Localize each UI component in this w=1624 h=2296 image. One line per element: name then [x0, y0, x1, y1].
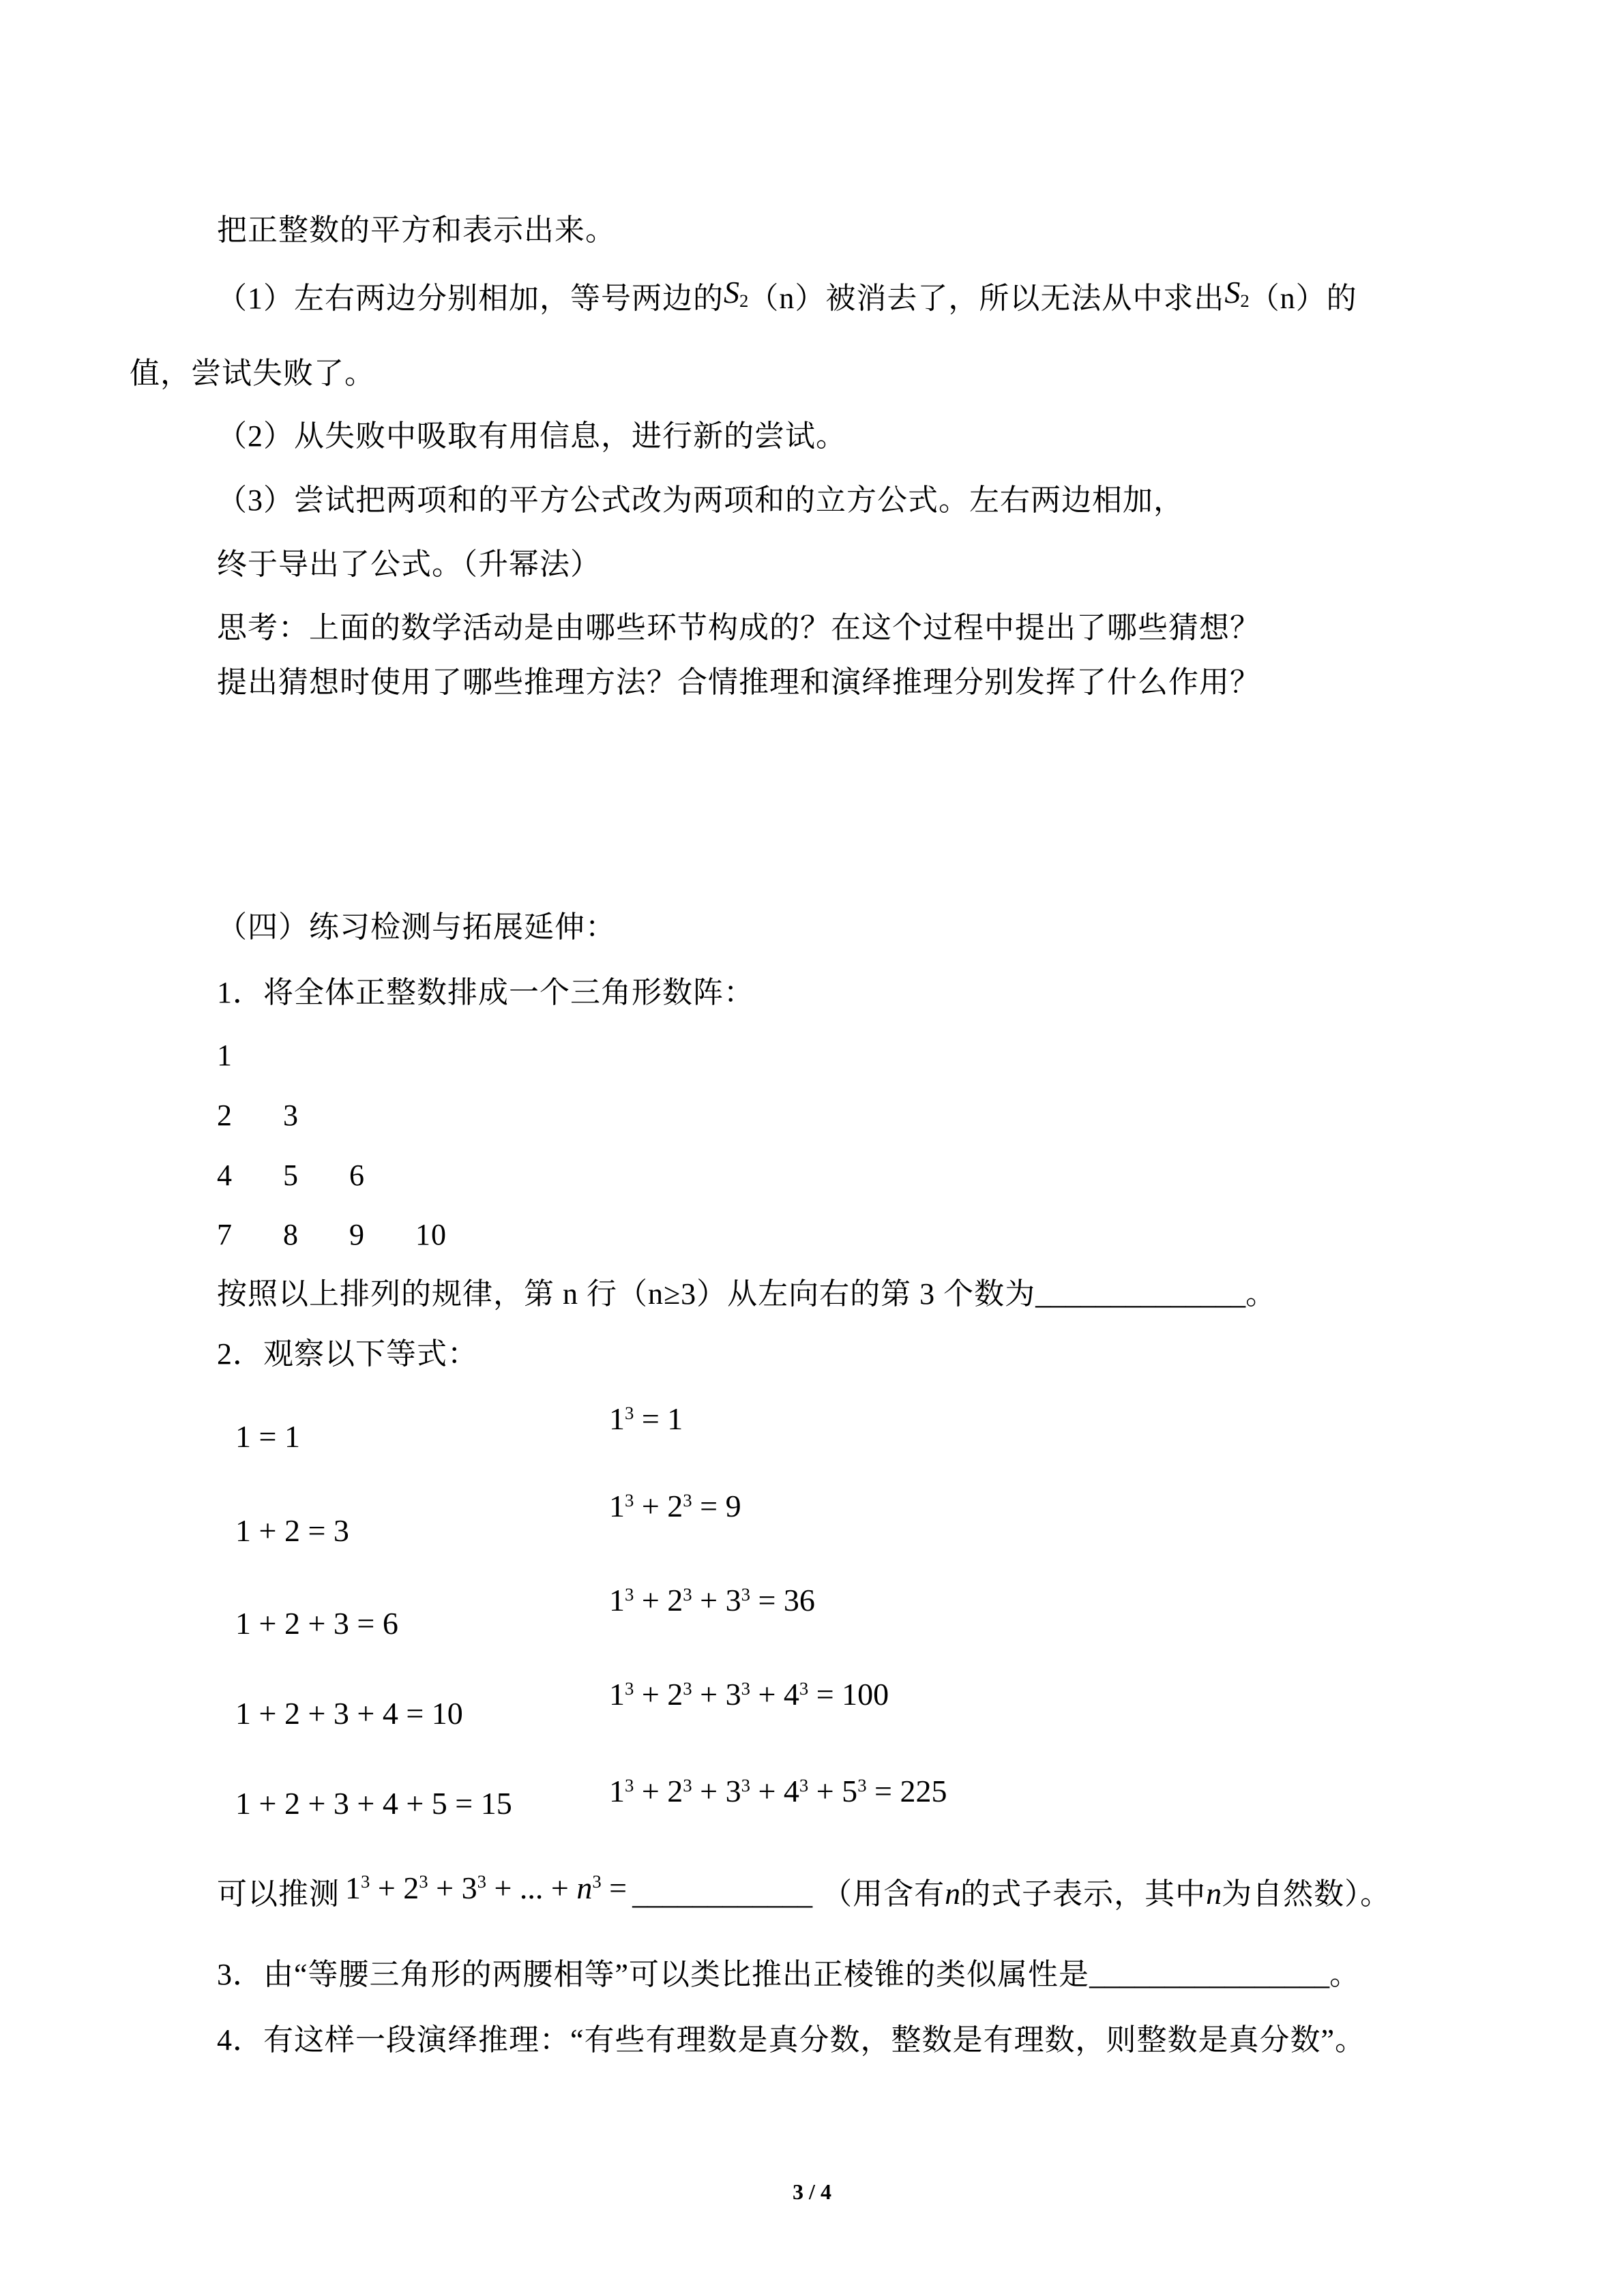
q1-stem: 1．将全体正整数排成一个三角形数阵： — [217, 976, 754, 1009]
q3-text: 3．由“等腰三角形的两腰相等”可以类比推出正棱锥的类似属性是 — [217, 1958, 1090, 1991]
step1-post: （n）的 — [1249, 282, 1357, 315]
equation-right-3: $1^3 + 2^3 + 3^3 = 36$ — [609, 1583, 815, 1617]
conjecture-math: $1^3 + 2^3 + 3^3$ + ... + $n^3$ = — [345, 1870, 628, 1905]
step3-cont-line: 终于导出了公式。（升幂法） — [217, 548, 601, 581]
think-line-1: 思考：上面的数学活动是由哪些环节构成的？在这个过程中提出了哪些猜想？ — [217, 611, 1260, 644]
equation-left-2: 1 + 2 = 3 — [235, 1513, 349, 1548]
triangle-number: 10 — [415, 1218, 447, 1251]
q1-rule-line — [217, 1275, 1276, 1313]
equation-right-4: $1^3 + 2^3 + 3^3 + 4^3 = 100$ — [609, 1677, 889, 1712]
q1-rule-end: 。 — [1245, 1277, 1277, 1311]
conjecture-tail-3: 为自然数）。 — [1222, 1877, 1391, 1911]
triangle-number: 7 — [217, 1218, 233, 1251]
q1-blank: ______________ — [1035, 1277, 1246, 1311]
triangle-number: 3 — [283, 1099, 299, 1132]
q3-line — [217, 1956, 1360, 1993]
q2-conjecture-line — [217, 1870, 1391, 1913]
section4-heading: （四）练习检测与拓展延伸： — [217, 910, 616, 944]
s2-variable-2: $S_2$ — [1224, 274, 1250, 311]
q1-rule-text: 按照以上排列的规律，第 n 行（n≥3）从左向右的第 3 个数为 — [217, 1277, 1036, 1311]
triangle-row-1 — [217, 1037, 283, 1074]
q3-end: 。 — [1329, 1958, 1361, 1991]
triangle-number: 2 — [217, 1099, 233, 1132]
triangle-row-2 — [217, 1097, 349, 1134]
conjecture-tail-1: （用含有 — [822, 1877, 945, 1911]
equation-left-5: 1 + 2 + 3 + 4 + 5 = 15 — [235, 1786, 512, 1821]
equation-left-4: 1 + 2 + 3 + 4 = 10 — [235, 1696, 463, 1731]
triangle-number: 8 — [283, 1218, 299, 1251]
equation-left-3: 1 + 2 + 3 = 6 — [235, 1606, 398, 1641]
equation-right-2: $1^3 + 2^3 = 9$ — [609, 1489, 741, 1523]
step1-line1 — [217, 274, 1357, 318]
step1-mid: （n）被消去了，所以无法从中求出 — [748, 282, 1225, 315]
step2-line: （2）从失败中吸取有用信息，进行新的尝试。 — [217, 419, 846, 453]
triangle-number: 9 — [349, 1218, 365, 1251]
equation-left-1: 1 = 1 — [235, 1419, 300, 1454]
triangle-row-3 — [217, 1157, 415, 1194]
conjecture-tail-2: 的式子表示，其中 — [960, 1877, 1207, 1911]
page-number-footer: 3 / 4 — [793, 2179, 831, 2204]
n-variable-2: n — [1206, 1876, 1222, 1911]
s2-variable-1: $S_2$ — [724, 274, 749, 311]
equation-right-1: $1^3 = 1$ — [609, 1401, 683, 1436]
equation-right-5: $1^3 + 2^3 + 3^3 + 4^3 + 5^3 = 225$ — [609, 1774, 947, 1808]
step1-pre: （1）左右两边分别相加，等号两边的 — [217, 282, 724, 315]
q4-line: 4．有这样一段演绎推理：“有些有理数是真分数，整数是有理数，则整数是真分数”。 — [217, 2023, 1366, 2057]
triangle-number: 4 — [217, 1159, 233, 1192]
step3-line: （3）尝试把两项和的平方公式改为两项和的立方公式。左右两边相加， — [217, 483, 1184, 517]
triangle-number: 1 — [217, 1039, 233, 1072]
step1-line2: 值，尝试失败了。 — [130, 357, 375, 390]
triangle-number: 5 — [283, 1159, 299, 1192]
q2-blank: ____________ — [632, 1877, 813, 1911]
q2-stem: 2．观察以下等式： — [217, 1337, 478, 1371]
conjecture-pre: 可以推测 — [217, 1877, 340, 1911]
triangle-row-4 — [217, 1216, 482, 1253]
triangle-number: 6 — [349, 1159, 365, 1192]
think-line-2: 提出猜想时使用了哪些推理方法？合情推理和演绎推理分别发挥了什么作用？ — [217, 666, 1260, 699]
intro-line: 把正整数的平方和表示出来。 — [217, 213, 616, 247]
q3-blank: ________________ — [1089, 1958, 1330, 1991]
n-variable-1: n — [945, 1876, 961, 1911]
